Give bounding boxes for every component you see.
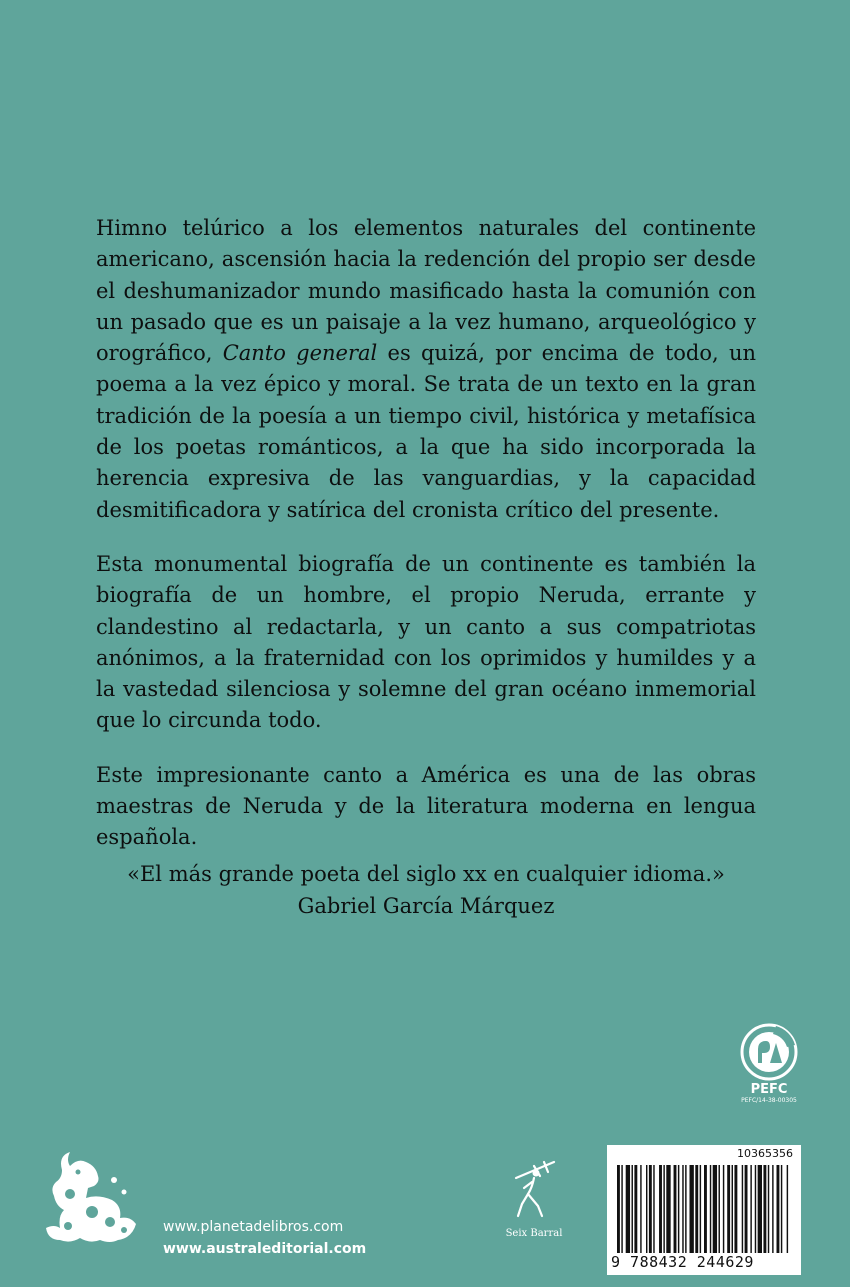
austral-goat-logo	[40, 1148, 140, 1252]
barcode-bar	[713, 1165, 717, 1253]
back-cover-blurb	[96, 213, 756, 877]
barcode-bar	[685, 1165, 686, 1253]
seix-barral-figure-icon	[504, 1160, 564, 1222]
blurb-paragraph-2: Esta monumental biografía de un continente es también la biografía de un hombre, el propio Neruda, errante y clandestino al redactarla, y un canto a sus compatriotas anónimos, a la fraternidad con los oprimidos y humildes y a la vastedad silenciosa y solemne del gran océano inmemorial que lo circunda todo.	[96, 551, 756, 733]
barcode-bar	[781, 1165, 782, 1253]
seix-barral-logo	[494, 1160, 574, 1239]
publisher-name: Seix Barral	[505, 1228, 563, 1239]
barcode-bar	[777, 1165, 780, 1253]
barcode-bar	[787, 1165, 788, 1253]
barcode-bar	[690, 1165, 694, 1253]
barcode-bar	[772, 1165, 773, 1253]
quote-text: «El más grande poeta del siglo xx en cualquier idioma.»	[127, 862, 725, 886]
barcode-bar	[678, 1165, 679, 1253]
barcode-bar	[763, 1165, 766, 1253]
barcode-bar	[666, 1165, 670, 1253]
blurb-text-1b: es quizá, por encima de todo, un poema a la vez épico y moral. Se trata de un texto en la gran tradición de la poesía a un tiempo civil, histórica y metafísica de los poetas románticos, a la que ha sido incorporada la herencia expresiva de las vanguardias, y la capacidad desmitificadora y satírica del cronista crítico del presente.	[96, 341, 756, 522]
pefc-tree-icon	[740, 1023, 798, 1081]
barcode-bar	[750, 1165, 751, 1253]
barcode-bar	[640, 1165, 641, 1253]
barcode-bars	[617, 1165, 791, 1253]
quote-author: Gabriel García Márquez	[297, 893, 555, 918]
goat-icon	[40, 1148, 140, 1248]
barcode-bar	[704, 1165, 707, 1253]
barcode-bar	[659, 1165, 662, 1253]
pefc-label: PEFC	[750, 1082, 788, 1097]
barcode-bar	[734, 1165, 737, 1253]
barcode-bar	[710, 1165, 711, 1253]
book-title-italic: Canto general	[222, 341, 378, 366]
url-australeditorial[interactable]: www.australeditorial.com	[163, 1241, 367, 1257]
barcode-bar	[695, 1165, 698, 1253]
barcode-bar	[632, 1165, 633, 1253]
blurb-paragraph-1	[96, 213, 756, 526]
barcode-bar	[626, 1165, 630, 1253]
barcode-bar	[649, 1165, 652, 1253]
barcode-bar	[768, 1165, 769, 1253]
barcode-bar	[727, 1165, 730, 1253]
barcode-bar	[646, 1165, 647, 1253]
review-quote	[96, 859, 756, 922]
barcode-bar	[674, 1165, 677, 1253]
barcode-bar	[700, 1165, 701, 1253]
barcode-bar	[682, 1165, 683, 1253]
publisher-urls	[163, 1216, 366, 1260]
barcode-bar	[663, 1165, 664, 1253]
barcode-bar	[617, 1165, 620, 1253]
barcode-bar	[755, 1165, 756, 1253]
isbn-barcode	[607, 1145, 801, 1275]
blurb-paragraph-3: Este impresionante canto a América es una de las obras maestras de Neruda y de la literatura moderna en lengua española.	[96, 762, 756, 850]
barcode-bar	[634, 1165, 637, 1253]
barcode-bar	[723, 1165, 724, 1253]
barcode-bar	[745, 1165, 748, 1253]
barcode-bar	[732, 1165, 733, 1253]
barcode-bar	[742, 1165, 743, 1253]
barcode-bar	[653, 1165, 654, 1253]
barcode-bar	[621, 1165, 622, 1253]
pefc-code: PEFC/14-38-00305	[741, 1097, 797, 1104]
url-planetadelibros[interactable]: www.planetadelibros.com	[163, 1219, 344, 1235]
pefc-certification	[736, 1023, 802, 1105]
barcode-top-number: 10365356	[737, 1147, 793, 1160]
blurb-text-1a: Himno telúrico a los elementos naturales del continente americano, ascensión hacia la redención del propio ser desde el deshumanizador mundo masificado hasta la comunión con un pasado que es un paisaje a la vez humano, arqueológico y orográfico,	[96, 216, 756, 366]
barcode-bar	[719, 1165, 720, 1253]
barcode-bar	[758, 1165, 762, 1253]
barcode-digits: 9 788432 244629	[611, 1253, 754, 1271]
